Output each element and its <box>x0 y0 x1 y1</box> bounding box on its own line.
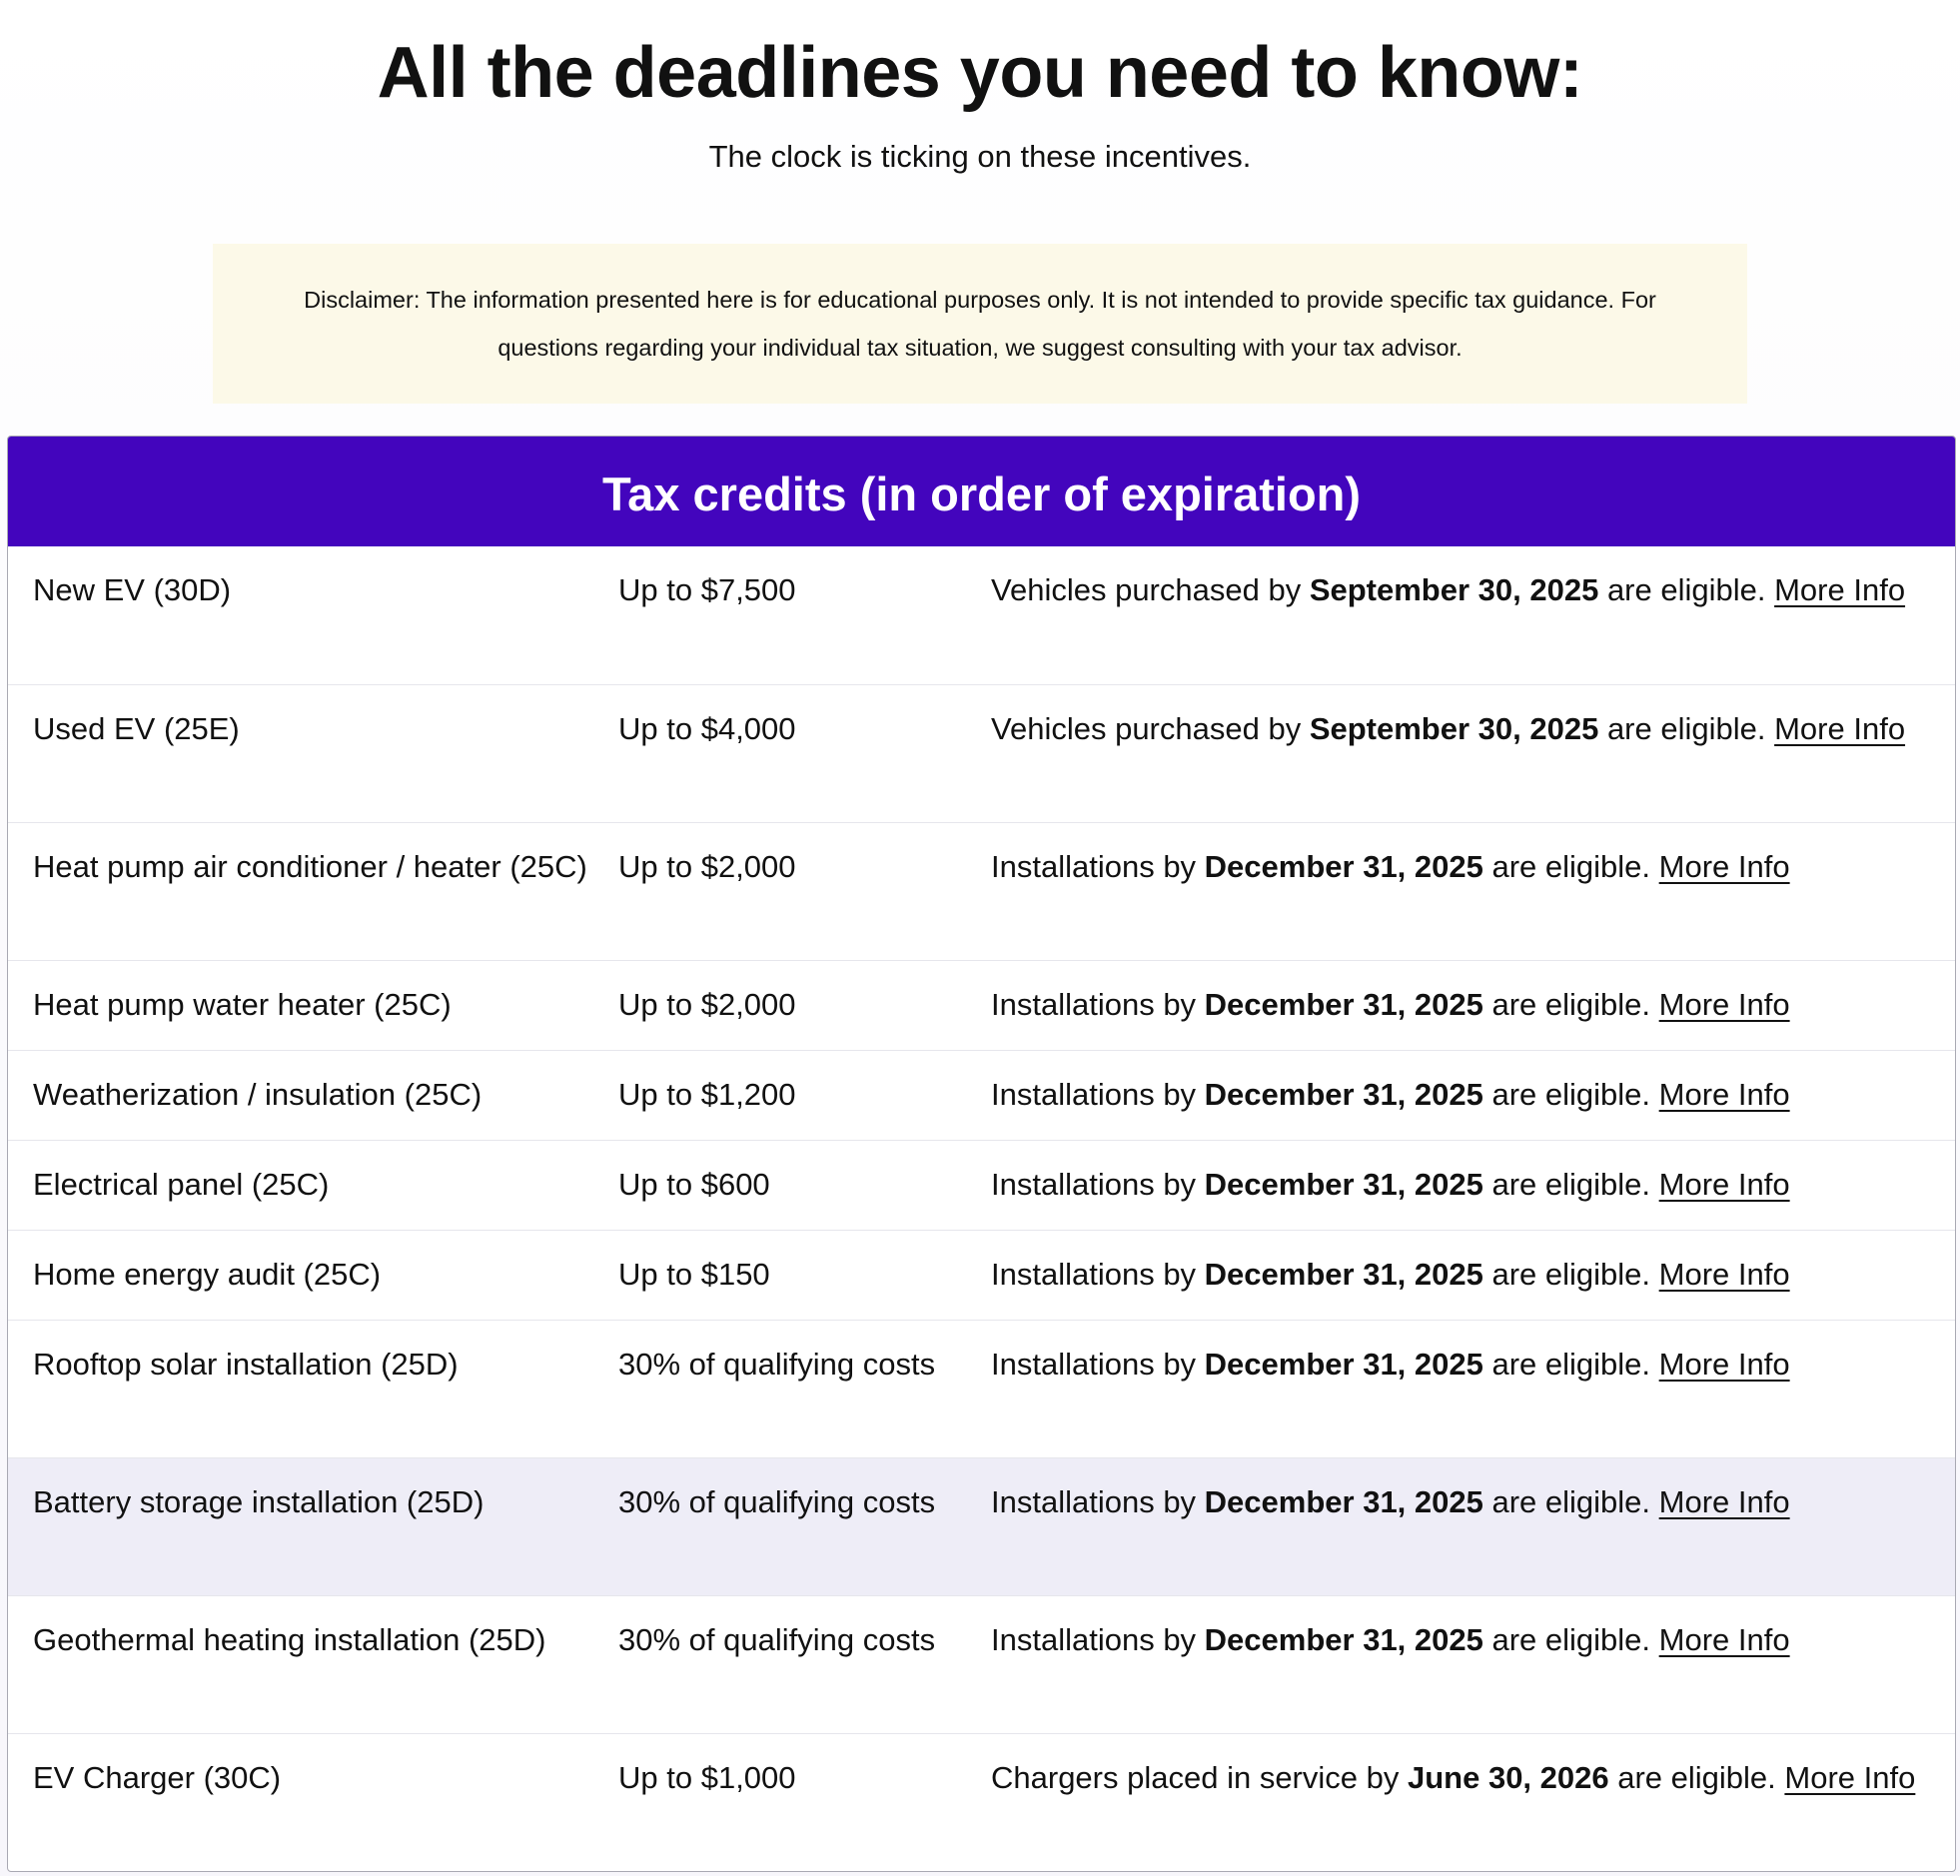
credit-deadline <box>991 546 1955 684</box>
credit-deadline <box>991 1231 1955 1320</box>
credit-amount: Up to $600 <box>618 1167 770 1202</box>
credit-name: Battery storage installation (25D) <box>33 1484 485 1519</box>
deadline-suffix: are eligible. <box>1482 1077 1659 1112</box>
table-row <box>8 546 1955 684</box>
credit-deadline <box>991 1596 1955 1733</box>
credit-amount: Up to $1,200 <box>618 1077 796 1112</box>
table-body <box>8 546 1955 1871</box>
deadline-prefix: Installations by <box>991 1257 1205 1292</box>
deadline-suffix: are eligible. <box>1608 1760 1785 1795</box>
credit-deadline <box>991 823 1955 960</box>
more-info-link[interactable]: More Info <box>1658 1077 1790 1112</box>
credit-name: Rooftop solar installation (25D) <box>33 1347 459 1382</box>
more-info-link[interactable]: More Info <box>1658 1167 1790 1202</box>
credit-deadline <box>991 1321 1955 1457</box>
credit-amount: Up to $7,500 <box>618 572 796 607</box>
deadline-suffix: are eligible. <box>1482 1257 1659 1292</box>
table-row <box>8 1140 1955 1230</box>
deadline-suffix: are eligible. <box>1482 1484 1659 1519</box>
credit-name: Used EV (25E) <box>33 711 240 746</box>
deadline-date: September 30, 2025 <box>1309 572 1599 607</box>
deadline-date: December 31, 2025 <box>1204 849 1483 884</box>
more-info-link[interactable]: More Info <box>1774 711 1906 746</box>
credit-deadline <box>991 961 1955 1050</box>
credit-name: Home energy audit (25C) <box>33 1257 382 1292</box>
credit-name: EV Charger (30C) <box>33 1760 282 1795</box>
table-row <box>8 684 1955 822</box>
deadline-date: December 31, 2025 <box>1204 1622 1483 1657</box>
tax-credits-table <box>7 436 1956 1872</box>
more-info-link[interactable]: More Info <box>1784 1760 1916 1795</box>
credit-amount: Up to $4,000 <box>618 711 796 746</box>
table-row <box>8 1733 1955 1871</box>
more-info-link[interactable]: More Info <box>1658 1347 1790 1382</box>
credit-deadline <box>991 685 1955 822</box>
deadline-prefix: Installations by <box>991 1484 1205 1519</box>
disclaimer-box <box>213 244 1747 404</box>
more-info-link[interactable]: More Info <box>1658 849 1790 884</box>
deadline-date: December 31, 2025 <box>1204 1167 1483 1202</box>
credit-deadline <box>991 1141 1955 1230</box>
deadline-suffix: are eligible. <box>1482 849 1659 884</box>
deadline-suffix: are eligible. <box>1482 1167 1659 1202</box>
table-row <box>8 1230 1955 1320</box>
table-row <box>8 960 1955 1050</box>
deadline-suffix: are eligible. <box>1482 987 1659 1022</box>
credit-amount: 30% of qualifying costs <box>618 1484 936 1519</box>
table-row <box>8 822 1955 960</box>
more-info-link[interactable]: More Info <box>1658 1622 1790 1657</box>
more-info-link[interactable]: More Info <box>1658 1484 1790 1519</box>
deadline-date: June 30, 2026 <box>1407 1760 1609 1795</box>
deadline-date: December 31, 2025 <box>1204 1077 1483 1112</box>
deadline-prefix: Vehicles purchased by <box>991 572 1310 607</box>
credit-amount: 30% of qualifying costs <box>618 1622 936 1657</box>
table-row <box>8 1595 1955 1733</box>
deadline-date: December 31, 2025 <box>1204 987 1483 1022</box>
more-info-link[interactable]: More Info <box>1658 987 1790 1022</box>
deadline-prefix: Installations by <box>991 1167 1205 1202</box>
deadline-suffix: are eligible. <box>1482 1622 1659 1657</box>
page-title: All the deadlines you need to know: <box>377 33 1583 113</box>
table-header: Tax credits (in order of expiration) <box>8 437 1955 546</box>
deadline-prefix: Installations by <box>991 1347 1205 1382</box>
deadline-prefix: Installations by <box>991 1622 1205 1657</box>
deadline-date: September 30, 2025 <box>1309 711 1599 746</box>
more-info-link[interactable]: More Info <box>1774 572 1906 607</box>
credit-amount: Up to $2,000 <box>618 987 796 1022</box>
credit-deadline <box>991 1458 1955 1595</box>
deadline-prefix: Installations by <box>991 1077 1205 1112</box>
deadline-prefix: Vehicles purchased by <box>991 711 1310 746</box>
table-row-hovered <box>8 1457 1955 1595</box>
more-info-link[interactable]: More Info <box>1658 1257 1790 1292</box>
disclaimer-text: Disclaimer: The information presented here is for educational purposes only. It is not intended to provide specific tax guidance. For questions regarding your individual tax situation, we suggest consulting with your tax advisor. <box>304 287 1656 361</box>
credit-amount: Up to $150 <box>618 1257 770 1292</box>
credit-amount: Up to $2,000 <box>618 849 796 884</box>
credit-deadline <box>991 1734 1955 1871</box>
deadline-prefix: Chargers placed in service by <box>991 1760 1408 1795</box>
table-row <box>8 1320 1955 1457</box>
credit-deadline <box>991 1051 1955 1140</box>
deadline-suffix: are eligible. <box>1598 572 1775 607</box>
credit-name: Electrical panel (25C) <box>33 1167 330 1202</box>
deadline-date: December 31, 2025 <box>1204 1257 1483 1292</box>
credit-name: Weatherization / insulation (25C) <box>33 1077 483 1112</box>
credit-amount: 30% of qualifying costs <box>618 1347 936 1382</box>
deadline-date: December 31, 2025 <box>1204 1484 1483 1519</box>
table-row <box>8 1050 1955 1140</box>
deadline-suffix: are eligible. <box>1598 711 1775 746</box>
credit-name: Geothermal heating installation (25D) <box>33 1622 546 1657</box>
credit-name: Heat pump air conditioner / heater (25C) <box>33 849 587 884</box>
credit-name: New EV (30D) <box>33 572 232 607</box>
deadline-prefix: Installations by <box>991 987 1205 1022</box>
credit-amount: Up to $1,000 <box>618 1760 796 1795</box>
page-subtitle: The clock is ticking on these incentives. <box>708 139 1252 174</box>
credit-name: Heat pump water heater (25C) <box>33 987 452 1022</box>
deadline-suffix: are eligible. <box>1482 1347 1659 1382</box>
deadline-date: December 31, 2025 <box>1204 1347 1483 1382</box>
deadline-prefix: Installations by <box>991 849 1205 884</box>
